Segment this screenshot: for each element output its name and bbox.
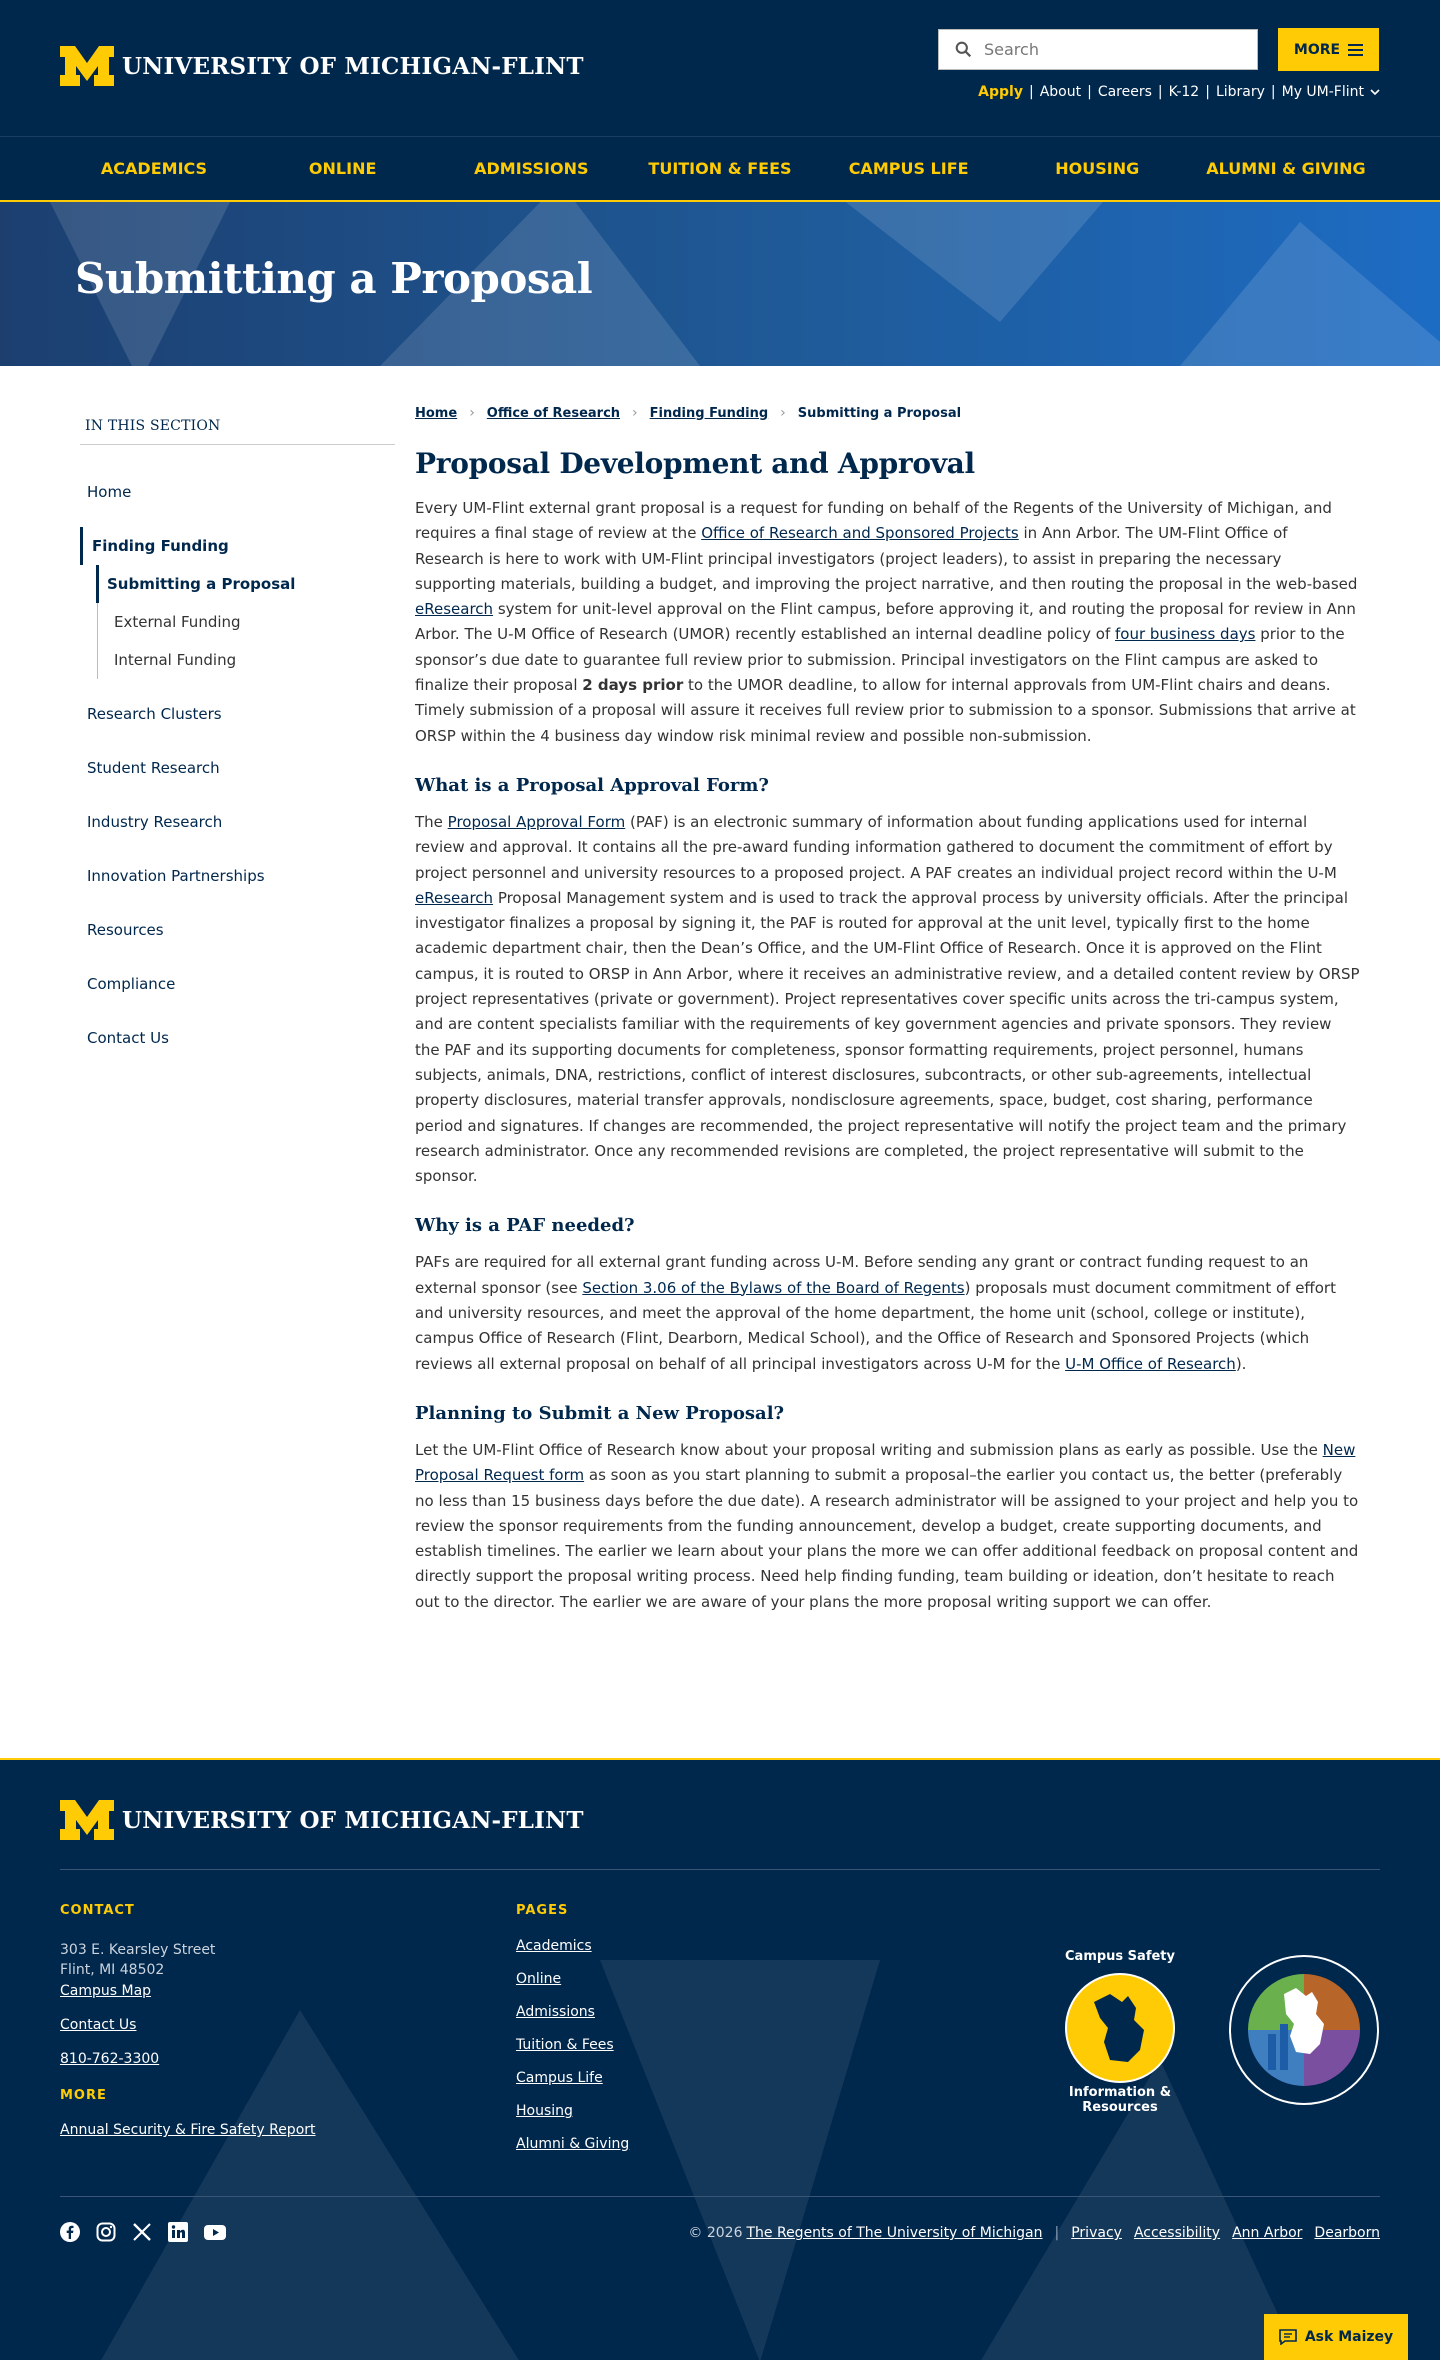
orsp-link[interactable]: Office of Research and Sponsored Projects	[701, 524, 1019, 543]
chat-icon	[1279, 2329, 1297, 2345]
more-label: MORE	[1293, 41, 1341, 58]
campus-safety-icon[interactable]	[1064, 1972, 1176, 2084]
sidebar-item-home[interactable]	[80, 473, 395, 511]
heading-why-paf: Why is a PAF needed?	[415, 1215, 635, 1237]
utility-link-my-um-flint[interactable]: My UM-Flint	[1281, 84, 1364, 100]
footer-link-admissions[interactable]: Admissions	[516, 2004, 595, 2020]
text: ) proposals must document commitment of effort and university resources, and meet the approval of the home department, the home unit (school, college or institute), campus Office of Research (Flint, Dearborn, Medical School), and the Office of Research and Sponsored Projects (which reviews all external proposal on behalf of all principal investigators across U-M for the	[415, 1278, 1336, 1373]
text: Let the UM-Flint Office of Research know about your proposal writing and submission plans as early as possible. Use the	[415, 1440, 1323, 1459]
breadcrumb-home[interactable]: Home	[415, 405, 458, 421]
sidebar-item-contact-us[interactable]	[80, 1019, 395, 1057]
accessibility-link[interactable]: Accessibility	[1133, 2225, 1221, 2241]
breadcrumb-current: Submitting a Proposal	[797, 405, 962, 421]
phone-link[interactable]: 810-762-3300	[60, 2051, 160, 2067]
legal-bar	[688, 2225, 1380, 2241]
article-title: Proposal Development and Approval	[415, 447, 975, 480]
breadcrumb-office-of-research[interactable]: Office of Research	[486, 405, 621, 421]
sidebar-item-external-funding[interactable]: External Funding	[114, 613, 241, 631]
bylaws-link[interactable]: Section 3.06 of the Bylaws of the Board of Regents	[582, 1278, 965, 1297]
sidebar-item-label[interactable]: Resources	[87, 921, 164, 939]
utility-link-careers[interactable]: Careers	[1097, 84, 1152, 100]
more-menu-button[interactable]	[1278, 28, 1379, 71]
sidebar-item-label[interactable]: Contact Us	[87, 1029, 169, 1047]
heading-paf: What is a Proposal Approval Form?	[415, 774, 769, 796]
more-heading: MORE	[60, 2088, 107, 2103]
heading-planning: Planning to Submit a New Proposal?	[415, 1402, 785, 1424]
logo-text: UNIVERSITY OF MICHIGAN-FLINT	[122, 1806, 584, 1834]
instagram-icon[interactable]	[96, 2222, 116, 2242]
site-header	[0, 0, 1440, 136]
hamburger-icon	[1348, 44, 1363, 56]
text: as soon as you start planning to submit a proposal–the earlier you contact us, the better (preferably no less than 15 business days before the due date). A research administrator will be assigned to your project and help you to review the sponsor requirements from the funding announcement, develop a budget, create supporting documents, and establish timelines. The earlier we learn about your plans the more we can offer additional feedback on proposal content and directly support the proposal writing process. Need help finding funding, team building or ideation, don’t hesitate to reach out to the director. The earlier we are aware of your plans the more proposal writing support we can offer.	[415, 1466, 1359, 1611]
campus-safety-sublabel: Information & Resources	[1068, 2085, 1172, 2115]
sidebar-item-compliance[interactable]	[80, 965, 395, 1003]
page-title: Submitting a Proposal	[75, 254, 593, 303]
divider: |	[1270, 84, 1276, 100]
sidebar-item-label[interactable]: Innovation Partnerships	[87, 867, 265, 885]
ann-arbor-link[interactable]: Ann Arbor	[1232, 2225, 1303, 2241]
nav-alumni-giving[interactable]: ALUMNI & GIVING	[1206, 159, 1366, 178]
proposal-approval-form-link[interactable]: Proposal Approval Form	[447, 812, 626, 831]
nav-online[interactable]: ONLINE	[308, 159, 377, 178]
search-box[interactable]	[938, 29, 1258, 70]
main-content	[415, 405, 1360, 1615]
address-line: Flint, MI 48502	[60, 1962, 165, 1978]
main-nav	[0, 136, 1440, 202]
logo-text: UNIVERSITY OF MICHIGAN-FLINT	[122, 52, 584, 80]
contact-us-link[interactable]: Contact Us	[60, 2017, 137, 2033]
new-proposal-request-link[interactable]: New Proposal Request form	[415, 1440, 1356, 1485]
block-m-icon	[60, 1800, 114, 1840]
text: to the UMOR deadline, to allow for internal approvals from UM-Flint chairs and deans. Timely submission of a proposal will assure it receives full review prior to submission to a sponsor. Submissions that arrive at ORSP within the 4 business day window risk minimal review and possible non-submission.	[415, 676, 1356, 745]
sidebar-list	[80, 473, 395, 1057]
footer-logo[interactable]	[60, 1800, 584, 1840]
text: (PAF) is an electronic summary of information about funding applications used for internal review and approval. It contains all the pre-award funding information gathered to document the commitment of effort by project personnel and university resources to a proposed project. A PAF creates an individual project record within the U-M	[415, 812, 1337, 882]
chevron-right-icon: ›	[632, 405, 638, 421]
sidebar-item-resources[interactable]	[80, 911, 395, 949]
divider: |	[1054, 2225, 1060, 2241]
text: Every UM-Flint external grant proposal is a request for funding on behalf of the Regents of the University of Michigan, and requires a final stage of review at the	[415, 499, 1332, 543]
utility-link-about[interactable]: About	[1039, 84, 1082, 100]
campus-safety-label: Campus Safety	[1065, 1949, 1175, 1964]
contact-heading: CONTACT	[60, 1903, 135, 1918]
ask-maizey-button[interactable]	[1264, 2314, 1408, 2360]
footer-link-online[interactable]: Online	[516, 1971, 562, 1987]
nav-campus-life[interactable]: CAMPUS LIFE	[848, 159, 969, 178]
eresearch-link[interactable]: eResearch	[415, 888, 494, 907]
privacy-link[interactable]: Privacy	[1071, 2225, 1122, 2241]
text: prior to the sponsor’s due date to guarantee full review prior to submission. Principal investigators on the Flint campus are asked to finalize their proposal	[415, 625, 1345, 695]
text: Proposal Management system and is used to track the approval process by university officials. After the principal investigator finalizes a proposal by signing it, the PAF is routed for approval at the unit level, typically first to the home academic department chair, then the Dean’s Office, and the UM-Flint Office of Research. Once it is approved on the Flint campus, it is routed to ORSP in Ann Arbor, where it receives an administrative review, and a detailed content review by ORSP project representatives (private or government). Project representatives cover specific units across the tri-campus system, and are content specialists familiar with the requirements of key government agencies and private sponsors. They review the PAF and its supporting documents for completeness, sponsor formatting requirements, project personnel, humans subjects, animals, DNA, restrictions, conflict of interest disclosures, subcontracts, or other sub-agreements, intellectual property disclosures, material transfer approvals, nondisclosure agreements, space, budget, cost sharing, performance period and signatures. If changes are recommended, the project representative will notify the project team and the primary research administrator. Once any recommended revisions are completed, the project representative will submit to the sponsor.	[415, 888, 1360, 1186]
divider	[60, 1869, 1380, 1870]
divider: |	[1028, 84, 1034, 100]
footer-link-tuition-fees[interactable]: Tuition & Fees	[516, 2037, 614, 2053]
sidebar-item-internal-funding[interactable]: Internal Funding	[114, 651, 237, 669]
breadcrumb-finding-funding[interactable]: Finding Funding	[649, 405, 769, 421]
eresearch-link[interactable]: eResearch	[415, 600, 494, 619]
nav-admissions[interactable]: ADMISSIONS	[474, 159, 589, 178]
divider	[60, 2196, 1380, 2197]
sidebar-item-label[interactable]: Industry Research	[87, 813, 223, 831]
text: system for unit-level approval on the Flint campus, before approving it, and routing the proposal for review in Ann Arbor. The U-M Office of Research (UMOR) recently established an internal deadline policy of	[415, 600, 1356, 644]
social-links	[60, 2222, 224, 2242]
search-icon	[955, 41, 972, 58]
footer-link-campus-life[interactable]: Campus Life	[516, 2070, 603, 2086]
sidebar-item-submitting-a-proposal[interactable]: Submitting a Proposal	[96, 565, 395, 603]
why-paf-paragraph	[415, 1250, 1360, 1376]
sidebar-item-label[interactable]: Student Research	[87, 759, 220, 777]
paf-paragraph	[415, 810, 1360, 1189]
page-hero	[0, 202, 1440, 366]
facebook-icon[interactable]	[60, 2222, 80, 2242]
sidebar-subnav	[97, 565, 395, 679]
text: The	[415, 812, 448, 831]
sidebar-item-innovation-partnerships[interactable]	[80, 857, 395, 895]
youtube-icon[interactable]	[204, 2222, 224, 2242]
transparency-reporting-icon[interactable]	[1228, 1954, 1380, 2106]
regents-link[interactable]: The Regents of The University of Michigan	[746, 2225, 1043, 2241]
sidebar-item-label[interactable]: Finding Funding	[92, 537, 229, 555]
divider: |	[1087, 84, 1092, 100]
text: ).	[1235, 1354, 1247, 1373]
sidebar-item-student-research[interactable]	[80, 749, 395, 787]
maizey-label: Ask Maizey	[1304, 2329, 1394, 2345]
dearborn-link[interactable]: Dearborn	[1314, 2225, 1380, 2241]
footer-background-pattern	[0, 1760, 1440, 2360]
divider: |	[1205, 84, 1210, 100]
linkedin-icon[interactable]	[168, 2222, 188, 2242]
utility-link-apply[interactable]: Apply	[978, 84, 1023, 100]
text: in Ann Arbor. The UM-Flint Office of Research is here to work with UM-Flint principal investigators (project leaders), to assist in preparing the necessary supporting materials, building a budget, and improving the project narrative, and then routing the proposal in the web-based	[415, 524, 1358, 593]
um-office-of-research-link[interactable]: U-M Office of Research	[1065, 1354, 1236, 1373]
four-business-days-link[interactable]: four business days	[1115, 625, 1256, 644]
sidebar-item-industry-research[interactable]	[80, 803, 395, 841]
sidebar-item-finding-funding[interactable]	[80, 527, 395, 565]
emphasis: 2 days prior	[582, 676, 684, 695]
section-sidebar	[80, 418, 395, 1057]
university-logo[interactable]	[60, 46, 584, 86]
sidebar-item-label[interactable]: Research Clusters	[87, 705, 222, 723]
footer-link-alumni-giving[interactable]: Alumni & Giving	[516, 2136, 630, 2152]
pages-heading: PAGES	[516, 1903, 569, 1918]
campus-map-link[interactable]: Campus Map	[60, 1983, 152, 1999]
nav-tuition-fees[interactable]: TUITION & FEES	[648, 159, 792, 178]
search-input[interactable]	[984, 40, 1234, 59]
footer-link-academics[interactable]: Academics	[516, 1938, 592, 1954]
copyright: © 2026	[688, 2225, 743, 2241]
intro-paragraph	[415, 496, 1360, 749]
divider: |	[1157, 84, 1163, 100]
block-m-icon	[60, 46, 114, 86]
security-report-link[interactable]: Annual Security & Fire Safety Report	[60, 2122, 316, 2138]
text: PAFs are required for all external grant funding across U-M. Before sending any grant or contract funding request to an external sponsor (see	[415, 1253, 1309, 1297]
footer-link-housing[interactable]: Housing	[516, 2103, 573, 2119]
address	[60, 1940, 215, 1980]
planning-paragraph	[415, 1438, 1360, 1615]
x-icon[interactable]	[132, 2222, 152, 2242]
site-footer	[0, 1758, 1440, 2360]
sidebar-item-label[interactable]: Compliance	[87, 975, 176, 993]
content-area	[0, 366, 1440, 1758]
utility-links	[978, 84, 1380, 100]
nav-housing[interactable]: HOUSING	[1055, 159, 1140, 178]
utility-link-library[interactable]: Library	[1215, 84, 1265, 100]
breadcrumb	[415, 405, 1360, 421]
address-line: 303 E. Kearsley Street	[60, 1942, 216, 1958]
utility-link-k12[interactable]: K-12	[1168, 84, 1200, 100]
chevron-right-icon: ›	[469, 405, 475, 421]
sidebar-item-label[interactable]: Home	[87, 483, 132, 501]
sidebar-heading: IN THIS SECTION	[80, 418, 395, 445]
chevron-right-icon: ›	[780, 405, 786, 421]
sidebar-item-research-clusters[interactable]	[80, 695, 395, 733]
nav-academics[interactable]: ACADEMICS	[100, 159, 208, 178]
chevron-down-icon[interactable]	[1370, 89, 1380, 96]
